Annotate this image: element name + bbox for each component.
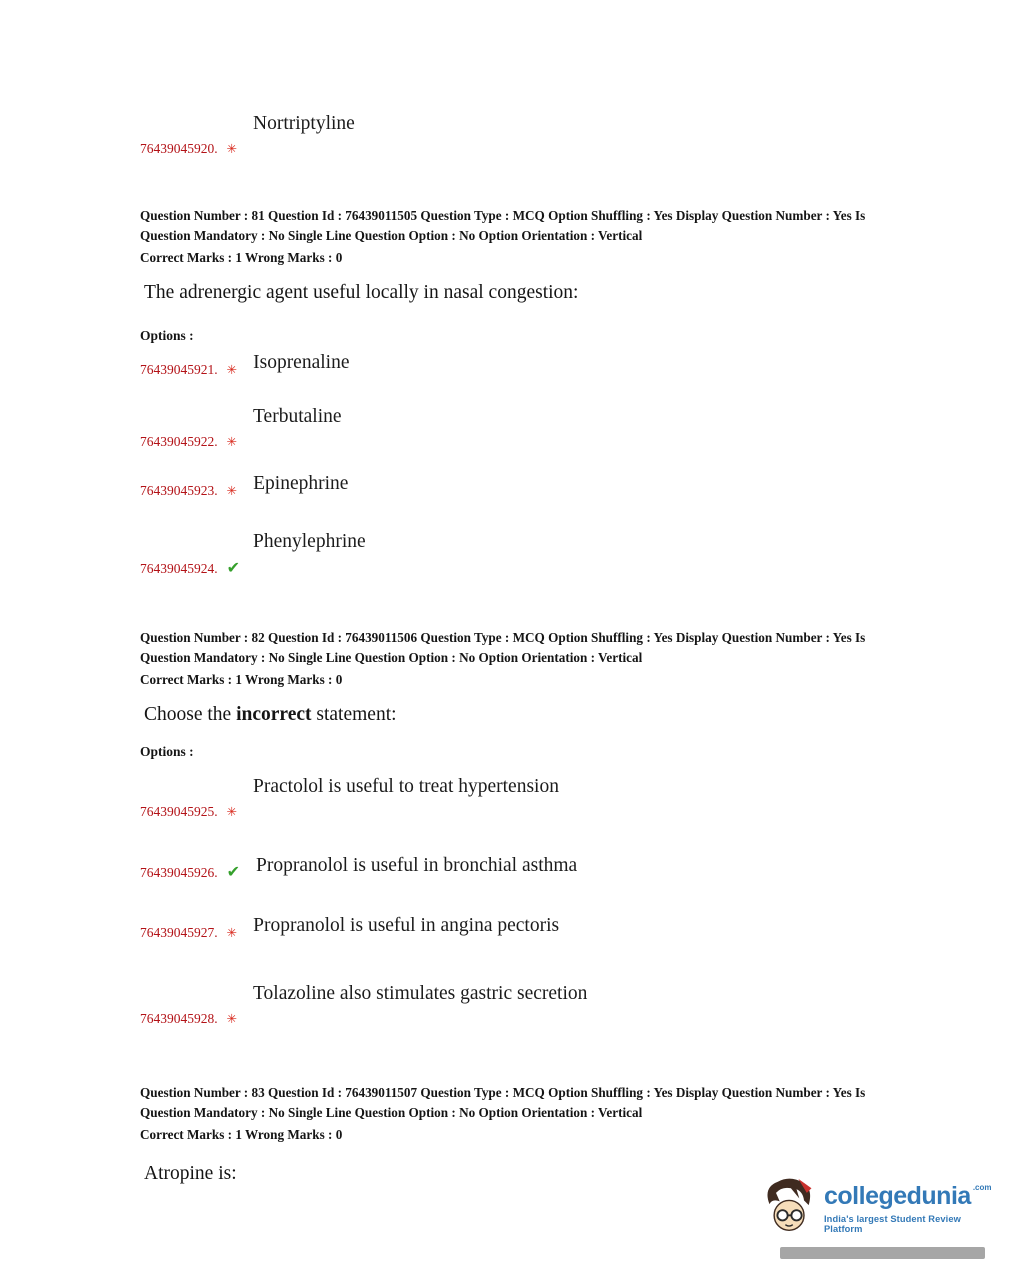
option-text: Nortriptyline	[253, 113, 355, 134]
correct-answer-icon: ✔	[226, 861, 241, 881]
option-text: Practolol is useful to treat hypertension	[253, 775, 559, 797]
option-text: Propranolol is useful in bronchial asthma	[256, 854, 578, 876]
question-meta: Question Number : 82 Question Id : 76439011506 Question Type : MCQ Option Shuffling : Yes Display Question Number : Yes Is Question Mandatory : No Single Line Question Option : No Option Orientation : Vertical	[140, 629, 866, 666]
question-block-82	[140, 628, 895, 1028]
option-text: Propranolol is useful in angina pectoris	[253, 914, 560, 936]
question-marks: Correct Marks : 1 Wrong Marks : 0	[140, 1126, 343, 1142]
question-block-81	[140, 206, 895, 578]
answer-option	[140, 531, 895, 578]
question-meta: Question Number : 83 Question Id : 76439011507 Question Type : MCQ Option Shuffling : Yes Display Question Number : Yes Is Question Mandatory : No Single Line Question Option : No Option Orientation : Vertical	[140, 1084, 866, 1121]
option-id: 76439045928.	[140, 1010, 218, 1026]
option-text: Epinephrine	[253, 472, 349, 494]
question-text-prefix: Choose the	[144, 703, 237, 725]
option-text: Phenylephrine	[253, 530, 366, 552]
question-text-suffix: statement:	[311, 703, 397, 725]
question-text: Atropine is:	[144, 1162, 237, 1184]
question-meta: Question Number : 81 Question Id : 76439011505 Question Type : MCQ Option Shuffling : Yes Display Question Number : Yes Is Question Mandatory : No Single Line Question Option : No Option Orientation : Vertical	[140, 208, 866, 244]
collegedunia-mascot-icon	[762, 1176, 818, 1241]
answer-option	[140, 406, 895, 451]
option-id-line	[140, 803, 895, 821]
brand-line	[824, 1184, 992, 1209]
option-id-line	[140, 1010, 895, 1028]
brand-name: collegedunia	[824, 1182, 971, 1210]
option-text: Tolazoline also stimulates gastric secretion	[253, 982, 588, 1004]
wrong-answer-icon: ✳	[226, 1010, 238, 1026]
options-label: Options :	[140, 743, 194, 759]
scrollbar-thumb[interactable]	[780, 1247, 985, 1259]
option-id-line	[140, 140, 895, 158]
option-id-line	[140, 558, 895, 578]
option-id: 76439045923.	[140, 482, 218, 498]
option-id: 76439045924.	[140, 560, 218, 576]
wrong-answer-icon: ✳	[226, 361, 238, 377]
correct-answer-icon: ✔	[226, 557, 241, 577]
answer-option	[140, 914, 895, 943]
option-id: 76439045925.	[140, 803, 218, 819]
wrong-answer-icon: ✳	[226, 482, 238, 498]
wrong-answer-icon: ✳	[226, 433, 238, 449]
question-marks: Correct Marks : 1 Wrong Marks : 0	[140, 671, 343, 687]
option-id-line	[140, 433, 895, 451]
answer-option	[140, 113, 895, 158]
brand-tld: .com	[972, 1183, 992, 1192]
wrong-answer-icon: ✳	[226, 803, 238, 819]
collegedunia-logo-text	[824, 1176, 992, 1234]
option-id: 76439045920.	[140, 141, 218, 156]
option-id: 76439045927.	[140, 924, 218, 940]
answer-option	[140, 472, 895, 501]
answer-option	[140, 351, 895, 380]
question-text: The adrenergic agent useful locally in nasal congestion:	[144, 281, 579, 303]
collegedunia-logo	[762, 1176, 992, 1241]
option-id: 76439045926.	[140, 864, 218, 880]
wrong-answer-icon: ✳	[226, 141, 238, 156]
answer-option	[140, 983, 895, 1028]
document-page	[140, 0, 895, 1185]
option-id: 76439045922.	[140, 433, 218, 449]
options-label: Options :	[140, 327, 194, 343]
brand-tagline: India's largest Student Review Platform	[824, 1214, 961, 1234]
question-text-bold: incorrect	[236, 703, 312, 725]
wrong-answer-icon: ✳	[226, 924, 238, 940]
option-text: Terbutaline	[253, 405, 342, 427]
question-marks: Correct Marks : 1 Wrong Marks : 0	[140, 249, 343, 265]
option-id: 76439045921.	[140, 361, 218, 377]
question-text	[144, 704, 895, 726]
option-text: Isoprenaline	[253, 351, 350, 373]
answer-option	[140, 776, 895, 821]
question-block-83	[140, 1083, 895, 1185]
answer-option	[140, 854, 895, 883]
